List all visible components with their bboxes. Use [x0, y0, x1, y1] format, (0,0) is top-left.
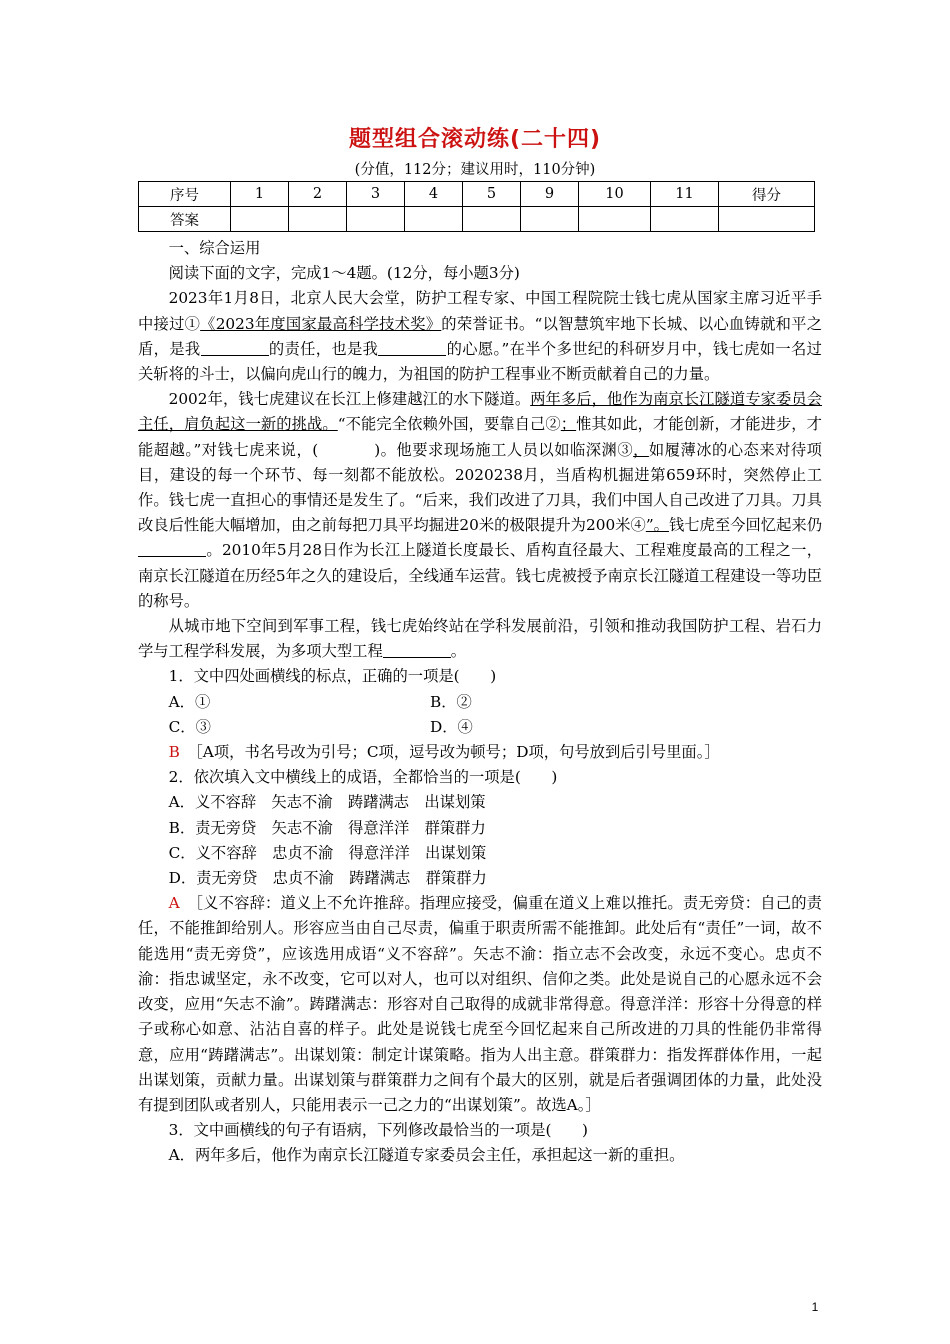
table-answer-row — [139, 207, 815, 232]
question-2-answer — [138, 891, 822, 1118]
answer-table — [138, 181, 815, 232]
answer-cell[interactable] — [463, 207, 521, 232]
text-span: 从城市地下空间到军事工程，钱七虎始终站在学科发展前沿，引领和推动我国防护工程、岩石力学与工程学科发展，为多项大型工程 — [138, 617, 822, 661]
question-1-stem: 1．文中四处画横线的标点，正确的一项是( ) — [168, 667, 497, 686]
question-2-stem: 2．依次填入文中横线上的成语，全都恰当的一项是( ) — [168, 768, 558, 787]
answer-cell[interactable] — [651, 207, 719, 232]
table-header-cell: 5 — [463, 182, 521, 207]
table-header-cell: 11 — [651, 182, 719, 207]
text-span: )。他要求现场施工人员以如临深渊③ — [374, 440, 634, 459]
table-header-cell: 序号 — [139, 182, 231, 207]
text-span: 钱七虎至今回忆起来仍 — [668, 516, 822, 535]
question-1-options-row-1 — [138, 690, 822, 715]
section-heading: 一、综合运用 — [168, 239, 261, 257]
answer-cell[interactable] — [405, 207, 463, 232]
table-header-cell: 4 — [405, 182, 463, 207]
answer-letter: B — [168, 743, 180, 762]
question-3-stem: 3．文中画横线的句子有语病，下列修改最恰当的一项是( ) — [168, 1121, 588, 1140]
underlined-punctuation: ； — [560, 415, 577, 434]
option-a[interactable]: A．① — [168, 692, 211, 711]
text-span: 2002年，钱七虎建议在长江上修建越江的水下隧道。 — [168, 390, 531, 409]
passage-paragraph-1 — [138, 286, 822, 387]
score-cell[interactable] — [719, 207, 815, 232]
option-c[interactable]: C．义不容辞 忠贞不渝 得意洋洋 出谋划策 — [168, 843, 487, 862]
text-span: 。 — [450, 642, 467, 661]
answer-letter: A — [168, 894, 180, 913]
option-b[interactable]: B．责无旁贷 矢志不渝 得意洋洋 群策群力 — [168, 818, 486, 837]
answer-cell[interactable] — [289, 207, 347, 232]
answer-cell[interactable] — [231, 207, 289, 232]
table-header-cell: 3 — [347, 182, 405, 207]
answer-cell[interactable] — [521, 207, 579, 232]
passage-paragraph-2 — [138, 387, 822, 614]
underlined-sentence: 两年多后，他作为南京长江隧道专家委员会主任，肩负起这一新的挑战。 — [138, 390, 822, 434]
table-header-cell: 1 — [231, 182, 289, 207]
fill-blank — [201, 339, 269, 356]
option-b[interactable]: B．② — [430, 692, 472, 711]
table-header-cell: 10 — [579, 182, 651, 207]
passage-paragraph-3 — [138, 614, 822, 664]
underlined-punctuation: ， — [633, 440, 649, 459]
text-span: 2023年1月8日，北京人民大会堂，防护工程专家、中国工程院院士钱七虎从国家主席习近平手中接过① — [138, 289, 822, 333]
answer-cell[interactable] — [347, 207, 405, 232]
table-header-cell: 得分 — [719, 182, 815, 207]
option-d[interactable]: D．④ — [430, 717, 473, 736]
text-span: “不能完全依赖外国，要靠自己② — [337, 415, 561, 434]
text-span: 的心愿。”在半个多世纪的科研岁月中，钱七虎如一名过关斩将的斗士，以偏向虎山行的魄力，为祖国的防护工程事业不断贡献着自己的力量。 — [138, 339, 822, 384]
option-d[interactable]: D．责无旁贷 忠贞不渝 踌躇满志 群策群力 — [168, 869, 487, 888]
option-a[interactable]: A．两年多后，他作为南京长江隧道专家委员会主任，承担起这一新的重担。 — [168, 1146, 685, 1165]
underlined-text: 《2023年度国家最高科学技术奖》 — [200, 314, 442, 333]
underlined-punctuation: ”。 — [645, 516, 669, 535]
answer-cell[interactable] — [579, 207, 651, 232]
table-header-cell: 9 — [521, 182, 579, 207]
document-body — [138, 236, 822, 1169]
text-span: 的荣誉证书。“以智慧筑牢地下长城、以心血铸就和平之盾，是我 — [138, 314, 822, 358]
page-title: 题型组合滚动练(二十四) — [348, 127, 602, 152]
fill-blank — [138, 540, 206, 557]
table-header-row — [139, 182, 815, 207]
question-1-options-row-2 — [138, 715, 822, 740]
answer-explanation: ［义不容辞：道义上不允许推辞。指理应接受，偏重在道义上难以推托。责无旁贷：自己的责任，不能推卸给别人。形容应当由自己尽责，偏重于职责所需不能推卸。此处后有“责任”一词，故不能选用“责无旁贷”，应该选用成语“义不容辞”。矢志不渝：指立志不会改变，永远不变心。忠贞不渝：指忠诚坚定，永不改变，它可以对人，也可以对组织、信仰之类。此处是说自己的心愿永远不会改变，应用“矢志不渝”。踌躇满志：形容对自己取得的成就非常得意。得意洋洋：形容十分得意的样子或称心如意、沾沾自喜的样子。此处是说钱七虎至今回忆起来自己所改进的刀具的性能仍非常得意，应用“踌躇满志”。出谋划策：制定计谋策略。指为人出主意。群策群力：指发挥群体作用，一起出谋划策，贡献力量。出谋划策与群策群力之间有个最大的区别，就是后者强调团体的力量，此处没有提到团队或者别人，只能用表示一己之力的“出谋划策”。故选A。］ — [138, 894, 822, 1114]
text-span: 的责任，也是我 — [268, 339, 379, 358]
question-1-answer — [138, 740, 822, 765]
table-header-cell: 2 — [289, 182, 347, 207]
fill-blank — [378, 339, 446, 356]
page-number: 1 — [811, 1300, 819, 1314]
answer-explanation: ［A项，书名号改为引号；C项，逗号改为顿号；D项，句号放到后引号里面。］ — [195, 743, 720, 762]
fill-blank — [383, 641, 451, 658]
instruction-text: 阅读下面的文字，完成1～4题。(12分，每小题3分) — [168, 264, 520, 283]
page-subtitle: (分值，112分；建议用时，110分钟) — [354, 162, 596, 178]
text-span: 。2010年5月28日作为长江上隧道长度最长、盾构直径最大、工程难度最高的工程之一，南京长江隧道在历经5年之久的建设后，全线通车运营。钱七虎被授予南京长江隧道工程建设一等功臣的称号。 — [138, 541, 822, 610]
table-row-label: 答案 — [139, 207, 231, 232]
option-c[interactable]: C．③ — [168, 717, 211, 736]
text-span: 惟其如此，才能创新，才能进步，才能超越。”对钱七虎来说，( — [138, 415, 822, 459]
option-a[interactable]: A．义不容辞 矢志不渝 踌躇满志 出谋划策 — [168, 793, 486, 812]
text-span: 如履薄冰的心态来对待项目，建设的每一个环节、每一刻都不能放松。2020238月，当盾构机掘进第659环时，突然停止工作。钱七虎一直担心的事情还是发生了。“后来，我们改进了刀具，我们中国人自己改进了刀具。刀具改良后性能大幅增加，由之前每把刀具平均掘进20米的极限提升为200米④ — [138, 440, 822, 535]
